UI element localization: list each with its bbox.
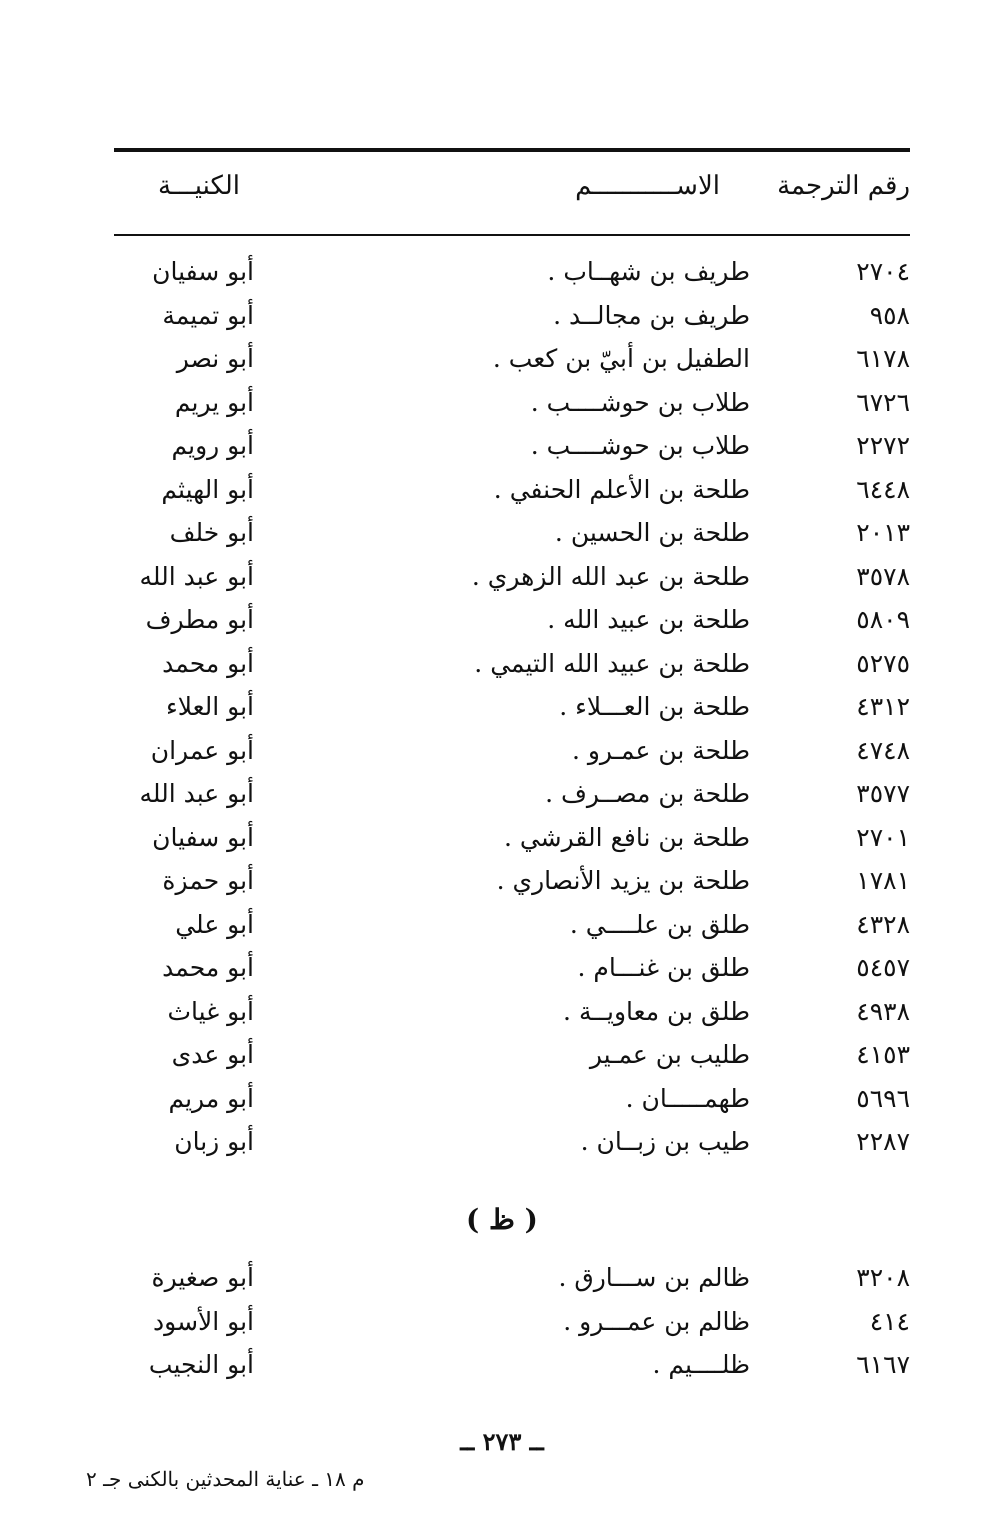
entry-kunya: أبو خلف xyxy=(169,518,254,547)
table-row xyxy=(0,1033,1004,1077)
entry-name: ظالم بن عمـــرو . xyxy=(563,1306,750,1336)
entry-number: ٤١٤ xyxy=(869,1306,910,1336)
entry-name: طلحة بن الأعلم الحنفي . xyxy=(493,474,750,504)
entry-name: طيب بن زبــان . xyxy=(580,1127,750,1156)
entry-name: طليب بن عمـير xyxy=(589,1040,750,1069)
entry-name: طريف بن شهــاب . xyxy=(547,257,750,286)
entry-number: ١٧٨١ xyxy=(856,866,910,895)
entry-number: ٣٥٧٨ xyxy=(856,561,910,591)
table-row xyxy=(0,1120,1004,1164)
column-header-kunya: الكنيـــة xyxy=(158,171,240,201)
entry-kunya: أبو تميمة xyxy=(162,300,254,330)
entry-number: ٥٨٠٩ xyxy=(856,605,910,634)
table-row xyxy=(0,1343,1004,1387)
entry-name: طلحة بن عمـرو . xyxy=(571,735,750,765)
entry-number: ٣٢٠٨ xyxy=(856,1263,910,1292)
table-row xyxy=(0,859,1004,903)
entry-kunya: أبو عدى xyxy=(171,1040,254,1069)
entry-number: ٩٥٨ xyxy=(869,300,910,330)
entry-number: ٤٩٣٨ xyxy=(856,996,910,1026)
entry-name: طلق بن معاويــة . xyxy=(563,996,750,1026)
column-header-name: الاســـــــــــم xyxy=(575,171,720,201)
table-row xyxy=(0,1077,1004,1121)
entry-kunya: أبو سفيان xyxy=(152,257,254,286)
entry-name: طريف بن مجالــد . xyxy=(553,300,750,330)
table-row xyxy=(0,598,1004,642)
entry-number: ٢٢٨٧ xyxy=(856,1127,910,1156)
entry-number: ٢٧٠٤ xyxy=(856,257,910,286)
header-top-rule xyxy=(114,148,910,152)
table-row xyxy=(0,424,1004,468)
entry-name: طلحة بن الحسين . xyxy=(554,518,750,547)
entry-name: طلاب بن حوشــــب . xyxy=(530,387,750,417)
section-heading-letter: ( ظ ) xyxy=(466,1203,538,1236)
header-bottom-rule xyxy=(114,234,910,236)
entries-table-za xyxy=(0,1256,1004,1387)
table-row xyxy=(0,1256,1004,1300)
entry-name: ظالم بن ســـارق . xyxy=(558,1263,750,1292)
entry-number: ٥٤٥٧ xyxy=(856,953,910,982)
entry-name: طلحة بن عبيد الله . xyxy=(547,605,750,634)
entry-kunya: أبو عبد الله xyxy=(139,561,254,591)
entry-number: ٢٢٧٢ xyxy=(856,431,910,460)
entry-number: ٤٧٤٨ xyxy=(856,735,910,765)
entry-kunya: أبو مريم xyxy=(168,1083,254,1113)
table-row xyxy=(0,729,1004,773)
entry-name: طلق بن علــــي . xyxy=(569,909,750,939)
entry-kunya: أبو حمزة xyxy=(162,866,254,895)
entry-kunya: أبو العلاء xyxy=(165,692,254,721)
entry-number: ٤٣٢٨ xyxy=(856,909,910,939)
entry-kunya: أبو الأسود xyxy=(153,1306,254,1336)
entry-kunya: أبو الهيثم xyxy=(161,474,254,504)
entry-kunya: أبو علي xyxy=(175,909,254,939)
entry-kunya: أبو محمد xyxy=(162,648,254,678)
entry-name: طلحة بن مصــرف . xyxy=(545,779,750,808)
entry-kunya: أبو النجيب xyxy=(148,1350,254,1379)
entry-number: ٦٤٤٨ xyxy=(856,474,910,504)
table-row xyxy=(0,1300,1004,1344)
table-row xyxy=(0,642,1004,686)
entry-name: طلحة بن عبد الله الزهري . xyxy=(471,561,750,591)
entry-name: طلحة بن نافع القرشي . xyxy=(503,822,750,852)
entry-number: ٣٥٧٧ xyxy=(856,779,910,808)
table-row xyxy=(0,772,1004,816)
table-row xyxy=(0,555,1004,599)
entry-number: ٢٧٠١ xyxy=(856,822,910,852)
entry-kunya: أبو يريم xyxy=(174,387,254,417)
entries-table-ta xyxy=(0,250,1004,1164)
entry-number: ٢٠١٣ xyxy=(856,518,910,547)
entry-number: ٤١٥٣ xyxy=(856,1040,910,1069)
table-row xyxy=(0,685,1004,729)
entry-kunya: أبو نصر xyxy=(176,344,254,373)
column-header-number: رقم الترجمة xyxy=(777,171,910,201)
page-number: ــ ٢٧٣ ــ xyxy=(460,1427,544,1456)
entry-kunya: أبو سفيان xyxy=(152,822,254,852)
entry-number: ٦١٦٧ xyxy=(856,1350,910,1379)
entry-name: طلق بن غنـــام . xyxy=(577,953,750,982)
entry-number: ٥٦٩٦ xyxy=(856,1083,910,1113)
table-row xyxy=(0,816,1004,860)
entry-kunya: أبو غياث xyxy=(167,996,254,1026)
table-row xyxy=(0,946,1004,990)
entry-number: ٦١٧٨ xyxy=(856,344,910,373)
table-row xyxy=(0,294,1004,338)
table-row xyxy=(0,990,1004,1034)
entry-name: طلحة بن عبيد الله التيمي . xyxy=(474,648,750,678)
entry-number: ٤٣١٢ xyxy=(856,692,910,721)
entry-name: طهمـــــان . xyxy=(625,1083,750,1113)
entry-kunya: أبو زبان xyxy=(174,1127,254,1156)
table-row xyxy=(0,511,1004,555)
entry-number: ٥٢٧٥ xyxy=(856,648,910,678)
entry-number: ٦٧٢٦ xyxy=(856,387,910,417)
table-row xyxy=(0,337,1004,381)
footer-signature-note: م ١٨ ـ عناية المحدثين بالكنى جـ ٢ xyxy=(86,1467,365,1491)
entry-kunya: أبو محمد xyxy=(162,953,254,982)
entry-name: ظلــــيم . xyxy=(652,1350,750,1379)
entry-name: طلاب بن حوشــــب . xyxy=(530,431,750,460)
entry-name: طلحة بن العـــلاء . xyxy=(559,692,750,721)
entry-kunya: أبو عبد الله xyxy=(139,779,254,808)
table-row xyxy=(0,381,1004,425)
table-row xyxy=(0,903,1004,947)
entry-name: طلحة بن يزيد الأنصاري . xyxy=(496,866,750,895)
table-row xyxy=(0,250,1004,294)
entry-kunya: أبو صغيرة xyxy=(151,1263,254,1292)
entry-name: الطفيل بن أبيّ بن كعب . xyxy=(492,344,750,373)
table-row xyxy=(0,468,1004,512)
entry-kunya: أبو عمران xyxy=(150,735,254,765)
entry-kunya: أبو رويم xyxy=(171,431,254,460)
entry-kunya: أبو مطرف xyxy=(145,605,254,634)
